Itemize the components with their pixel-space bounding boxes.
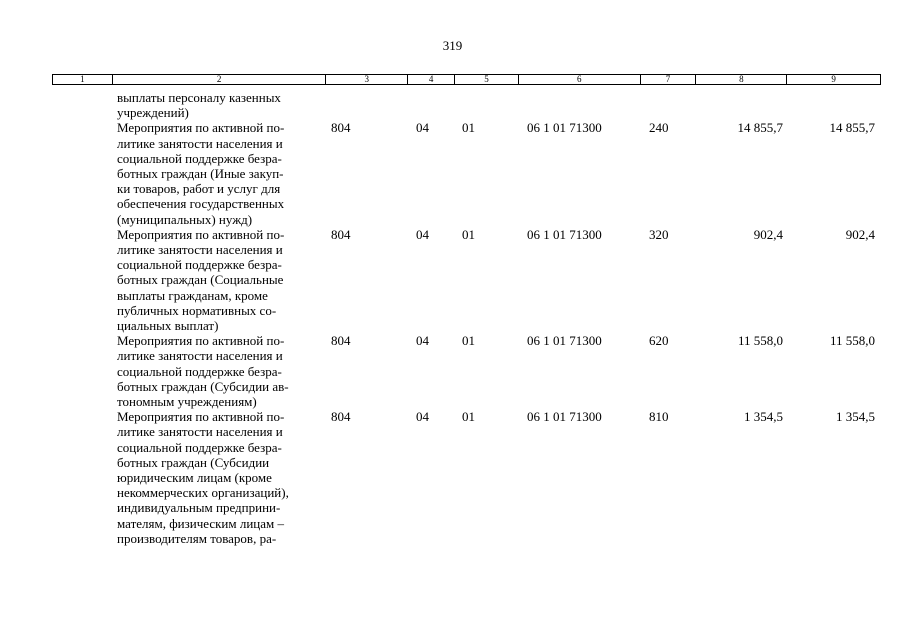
row-name-line: литике занятости населения и — [117, 135, 283, 151]
row-name-line: Мероприятия по активной по- — [117, 333, 285, 349]
row-name-line: учреждений) — [117, 105, 189, 121]
row-cell-col-9: 11 558,0 — [829, 333, 875, 349]
table-row — [0, 120, 905, 226]
row-name-line: циальных выплат) — [117, 318, 219, 333]
row-cell-col-5: 01 — [462, 226, 475, 242]
table-header-row — [52, 74, 881, 85]
row-name-line: ботных граждан (Субсидии ав- — [117, 378, 289, 394]
row-cell-col-4: 04 — [416, 226, 429, 242]
row-name-line: литике занятости населения и — [117, 424, 283, 440]
row-cell-col-5: 01 — [462, 333, 475, 349]
row-cell-col-4: 04 — [416, 409, 429, 425]
row-cell-col-9: 902,4 — [845, 226, 875, 242]
row-name-cell — [117, 90, 327, 120]
header-col-3: 3 — [325, 75, 407, 84]
table-row — [0, 409, 905, 546]
row-name-line: Мероприятия по активной по- — [117, 226, 285, 242]
table-body — [0, 90, 905, 546]
row-cell-col-6: 06 1 01 71300 — [527, 409, 602, 425]
header-col-2: 2 — [112, 75, 325, 84]
row-name-line: выплаты гражданам, кроме — [117, 287, 268, 303]
row-cell-col-3: 804 — [331, 409, 351, 425]
row-name-line: Мероприятия по активной по- — [117, 120, 285, 136]
row-name-line: Мероприятия по активной по- — [117, 409, 285, 425]
row-name-line: мателям, физическим лицам – — [117, 515, 284, 531]
row-cell-col-8: 11 558,0 — [737, 333, 783, 349]
row-name-line: ботных граждан (Социальные — [117, 272, 284, 288]
row-name-cell — [117, 333, 327, 409]
row-cell-col-4: 04 — [416, 120, 429, 136]
header-col-7: 7 — [640, 75, 696, 84]
row-name-line: индивидуальным предприни- — [117, 500, 281, 516]
row-cell-col-6: 06 1 01 71300 — [527, 120, 602, 136]
row-cell-col-5: 01 — [462, 409, 475, 425]
row-name-line: ботных граждан (Иные закуп- — [117, 166, 284, 181]
row-name-line: производителям товаров, ра- — [117, 530, 277, 546]
row-name-line: социальной поддержке безра- — [117, 150, 282, 166]
header-col-5: 5 — [454, 75, 518, 84]
row-cell-col-4: 04 — [416, 333, 429, 349]
row-name-line: социальной поддержке безра- — [117, 257, 282, 273]
row-cell-col-3: 804 — [331, 226, 351, 242]
row-name-line: литике занятости населения и — [117, 348, 283, 364]
row-cell-col-8: 1 354,5 — [744, 409, 783, 425]
row-cell-col-8: 14 855,7 — [737, 120, 783, 136]
row-name-line: выплаты персоналу казенных — [117, 90, 281, 105]
row-name-line: публичных нормативных со- — [117, 302, 277, 318]
row-cell-col-8: 902,4 — [753, 226, 783, 242]
row-name-line: обеспечения государственных — [117, 196, 285, 212]
row-cell-col-6: 06 1 01 71300 — [527, 226, 602, 242]
row-cell-col-9: 14 855,7 — [829, 120, 875, 136]
row-name-line: юридическим лицам (кроме — [117, 469, 272, 485]
row-name-line: литике занятости населения и — [117, 241, 283, 257]
header-col-4: 4 — [407, 75, 454, 84]
row-cell-col-7: 320 — [649, 226, 669, 242]
row-name-cell — [117, 409, 327, 546]
row-name-line: некоммерческих организаций), — [117, 485, 289, 501]
page-number: 319 — [442, 38, 463, 53]
row-cell-col-3: 804 — [331, 120, 351, 136]
header-col-8: 8 — [695, 75, 786, 84]
row-name-cell — [117, 227, 327, 333]
row-name-line: тономным учреждениям) — [117, 393, 257, 409]
row-cell-col-3: 804 — [331, 333, 351, 349]
table-row — [0, 227, 905, 333]
table-row — [0, 333, 905, 409]
row-name-line: ботных граждан (Субсидии — [117, 454, 270, 470]
row-name-line: (муниципальных) нужд) — [117, 211, 253, 227]
header-col-9: 9 — [786, 75, 880, 84]
row-cell-col-5: 01 — [462, 120, 475, 136]
row-name-line: социальной поддержке безра- — [117, 363, 282, 379]
header-col-6: 6 — [518, 75, 640, 84]
row-name-line: ки товаров, работ и услуг для — [117, 181, 281, 197]
row-cell-col-7: 620 — [649, 333, 669, 349]
row-name-cell — [117, 120, 327, 226]
row-name-line: социальной поддержке безра- — [117, 439, 282, 455]
row-cell-col-6: 06 1 01 71300 — [527, 333, 602, 349]
table-row — [0, 90, 905, 120]
row-cell-col-7: 810 — [649, 409, 669, 425]
header-col-1: 1 — [80, 74, 85, 84]
row-cell-col-7: 240 — [649, 120, 669, 136]
row-cell-col-9: 1 354,5 — [836, 409, 875, 425]
